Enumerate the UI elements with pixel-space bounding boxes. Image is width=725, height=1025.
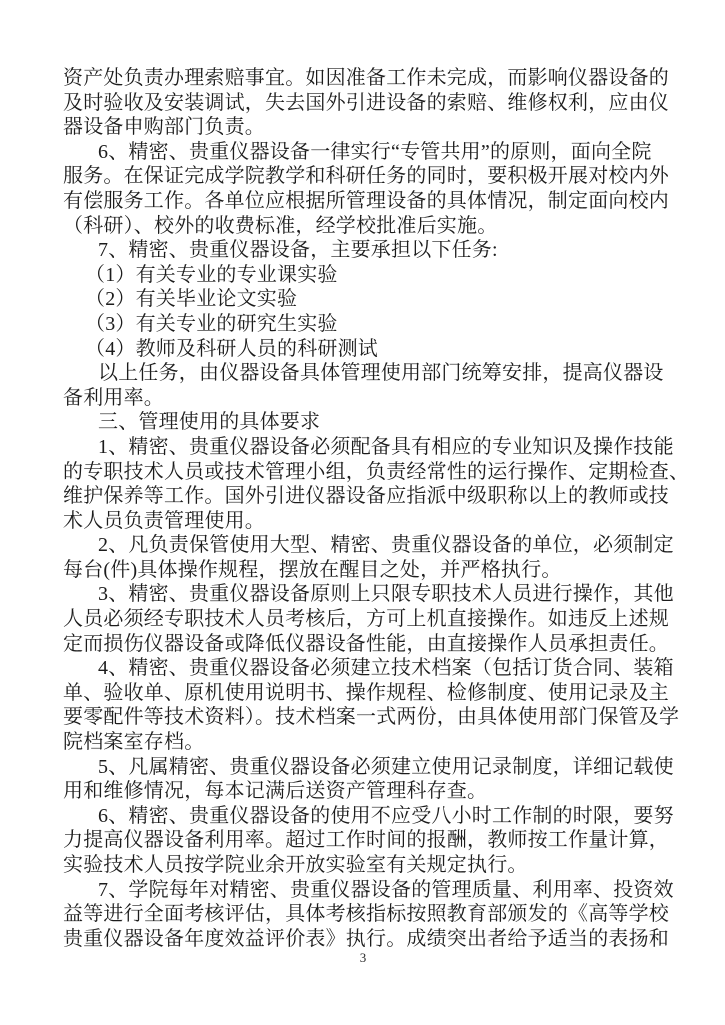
- text-line: 1、精密、贵重仪器设备必须配备具有相应的专业知识及操作技能: [98, 435, 674, 458]
- text-line: 用和维修情况，每本记满后送资产管理科存查。: [63, 780, 488, 803]
- text-line: （1）有关专业的专业课实验: [85, 263, 338, 286]
- text-line: 6、精密、贵重仪器设备的使用不应受八小时工作制的时限，要努: [98, 804, 674, 827]
- text-line: （科研）、校外的收费标准，经学校批准后实施。: [63, 214, 498, 237]
- text-line: 服务。在保证完成学院教学和科研任务的同时，要积极开展对校内外: [63, 165, 669, 188]
- text-line: 实验技术人员按学院业余开放实验室有关规定执行。: [63, 854, 528, 876]
- text-line: 维护保养等工作。国外引进仪器设备应指派中级职称以上的教师或技: [63, 485, 669, 508]
- text-line: 定而损伤仪器设备或降低仪器设备性能，由直接操作人员承担责任。: [63, 632, 669, 655]
- text-line: 3、精密、贵重仪器设备原则上只限专职技术人员进行操作，其他: [98, 583, 674, 606]
- text-line: （2）有关毕业论文实验: [85, 288, 298, 311]
- text-line: 要零配件等技术资料）。技术档案一式两份，由具体使用部门保管及学: [63, 706, 680, 729]
- text-line: 益等进行全面考核评估，具体考核指标按照教育部颁发的《高等学校: [63, 903, 669, 926]
- text-line: 院档案室存档。: [63, 731, 205, 754]
- text-line: 2、凡负责保管使用大型、精密、贵重仪器设备的单位，必须制定: [98, 534, 674, 557]
- text-line: （3）有关专业的研究生实验: [85, 312, 338, 335]
- text-line: 5、凡属精密、贵重仪器设备必须建立使用记录制度，详细记载使: [98, 755, 674, 778]
- text-line: 器设备申购部门负责。: [63, 116, 265, 139]
- text-line: 的专职技术人员或技术管理小组，负责经常性的运行操作、定期检查、: [63, 460, 690, 483]
- text-line: 单、验收单、原机使用说明书、操作规程、检修制度、使用记录及主: [63, 681, 669, 704]
- text-line: 及时验收及安装调试，失去国外引进设备的索赔、维修权利，应由仪: [63, 91, 669, 114]
- text-line: 力提高仪器设备利用率。超过工作时间的报酬，教师按工作量计算，: [63, 829, 669, 852]
- text-line: 4、精密、贵重仪器设备必须建立技术档案（包括订货合同、装箱: [98, 657, 674, 680]
- text-line: 术人员负责管理使用。: [63, 509, 265, 532]
- text-line: 7、学院每年对精密、贵重仪器设备的管理质量、利用率、投资效: [98, 878, 674, 901]
- text-line: 三、管理使用的具体要求: [98, 411, 321, 434]
- text-line: 7、精密、贵重仪器设备，主要承担以下任务:: [98, 239, 498, 262]
- text-line: 备利用率。: [63, 386, 164, 409]
- page-number: 3: [359, 950, 367, 965]
- text-line: 6、精密、贵重仪器设备一律实行“专管共用”的原则，面向全院: [98, 140, 652, 163]
- text-line: 人员必须经专职技术人员考核后，方可上机直接操作。如违反上述规: [63, 608, 669, 631]
- text-line: 资产处负责办理索赔事宜。如因准备工作未完成，而影响仪器设备的: [63, 67, 669, 89]
- text-line: 贵重仪器设备年度效益评价表》执行。成绩突出者给予适当的表扬和: [63, 927, 669, 950]
- page-footer: [63, 949, 663, 967]
- text-line: 有偿服务工作。各单位应根据所管理设备的具体情况，制定面向校内: [63, 189, 669, 212]
- text-line: 以上任务，由仪器设备具体管理使用部门统筹安排，提高仪器设: [98, 362, 664, 385]
- text-line: 每台(件)具体操作规程，摆放在醒目之处，并严格执行。: [63, 558, 562, 581]
- text-line: （4）教师及科研人员的科研测试: [85, 337, 378, 360]
- document-body: [63, 66, 690, 951]
